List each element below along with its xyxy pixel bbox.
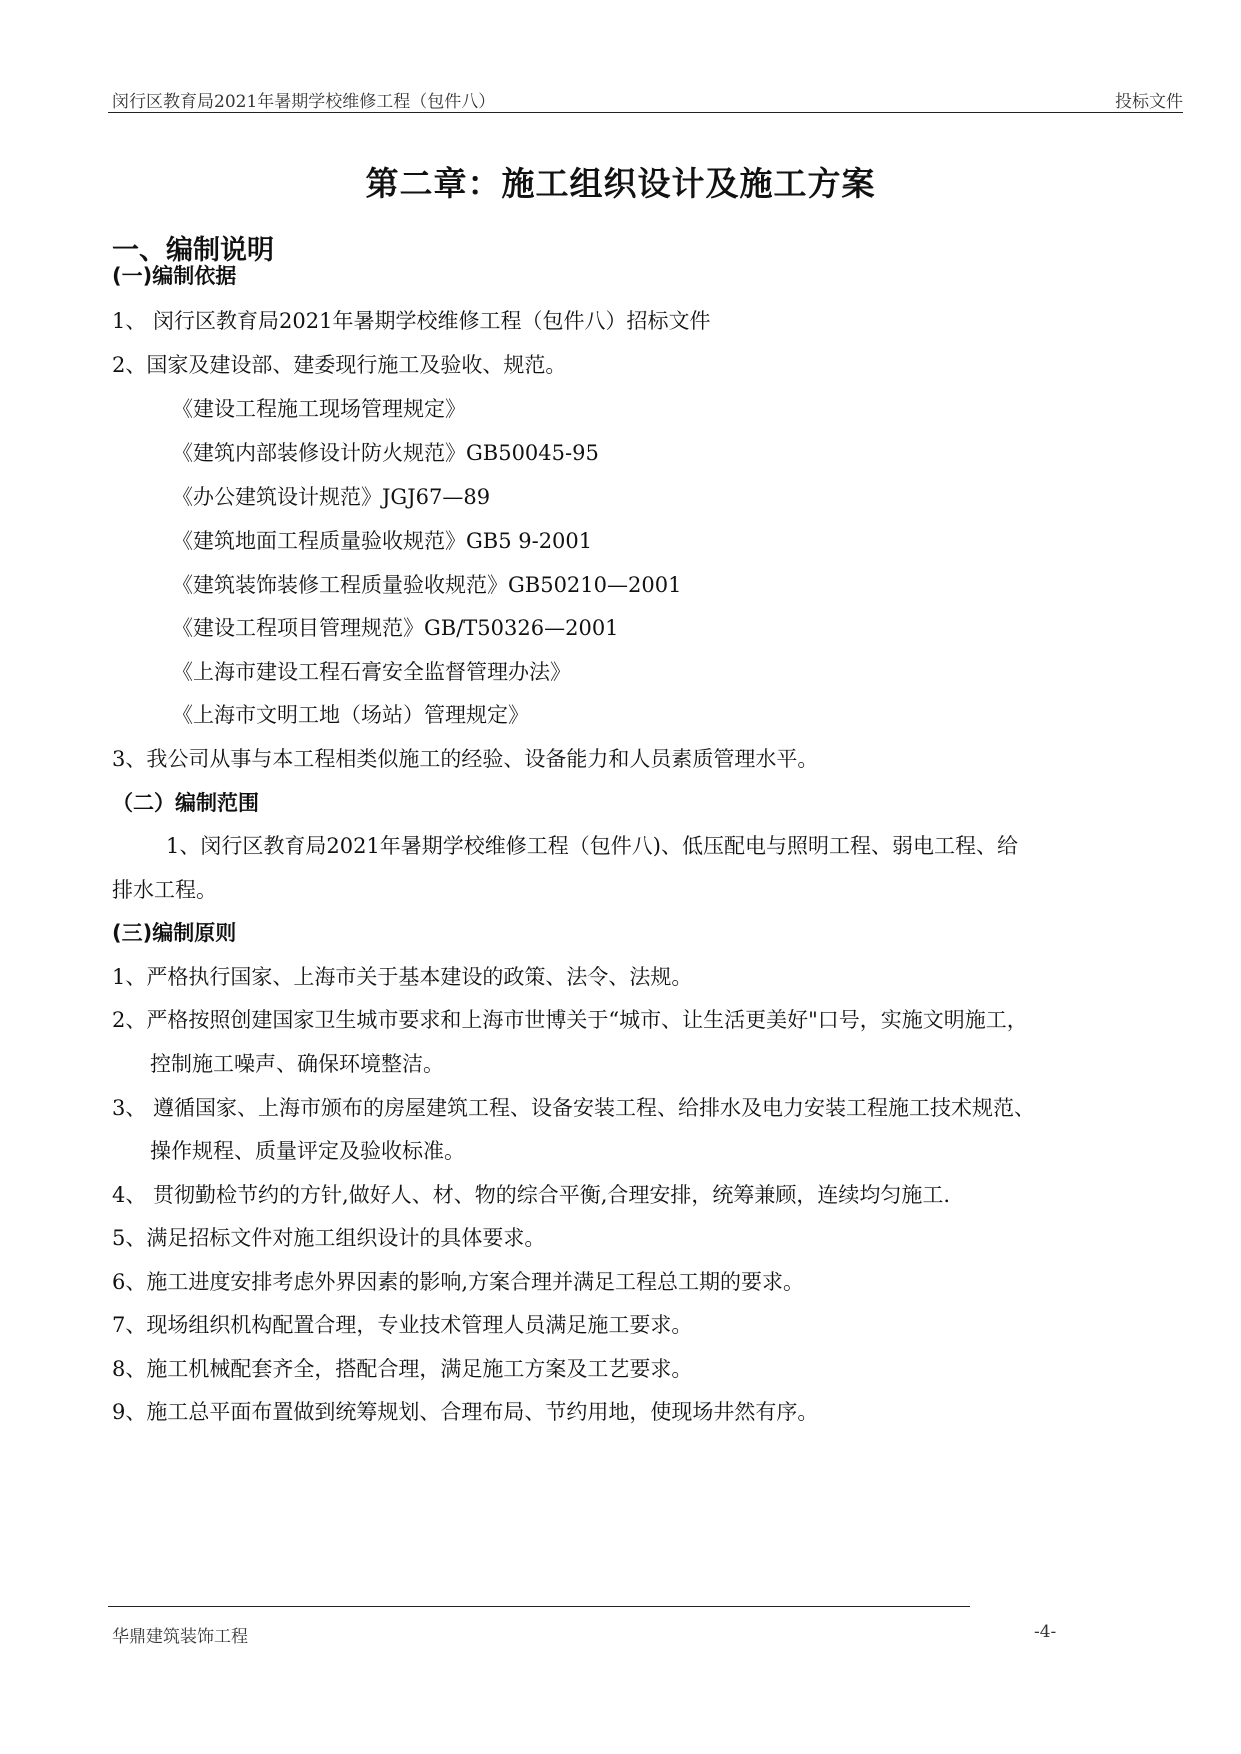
basis-reference: 《建筑内部装修设计防火规范》GB50045-95 [172,441,599,465]
header-document-type: 投标文件 [1115,92,1183,112]
basis-heading: (一)编制依据 [112,264,237,288]
principle-2-line-1: 2、严格按照创建国家卫生城市要求和上海市世博关于“城市、让生活更美好"口号，实施文明施工， [112,1008,1028,1032]
principle-7: 7、现场组织机构配置合理，专业技术管理人员满足施工要求。 [112,1313,693,1337]
principle-1: 1、严格执行国家、上海市关于基本建设的政策、法令、法规。 [112,965,693,989]
principle-2-line-2: 控制施工噪声、确保环境整洁。 [150,1052,444,1076]
scope-heading: （二）编制范围 [112,791,259,815]
header-document-title: 闵行区教育局2021年暑期学校维修工程（包件八） [112,92,496,112]
header-divider [108,112,1183,113]
principle-4: 4、 贯彻勤检节约的方针,做好人、材、物的综合平衡,合理安排，统筹兼顾，连续均匀施工. [112,1183,951,1207]
basis-item-3: 3、我公司从事与本工程相类似施工的经验、设备能力和人员素质管理水平。 [112,747,819,771]
basis-reference: 《建筑装饰装修工程质量验收规范》GB50210—2001 [172,573,682,597]
section-title: 一、编制说明 [112,235,274,266]
footer-divider [108,1606,970,1607]
scope-line-2: 排水工程。 [112,878,217,902]
basis-reference: 《上海市建设工程石膏安全监督管理办法》 [172,660,571,684]
principle-3-line-1: 3、 遵循国家、上海市颁布的房屋建筑工程、设备安装工程、给排水及电力安装工程施工技术规范、 [112,1096,1036,1120]
basis-reference: 《办公建筑设计规范》JGJ67—89 [172,485,491,509]
scope-line-1: 1、闵行区教育局2021年暑期学校维修工程（包件八)、低压配电与照明工程、弱电工程、给 [166,834,1018,858]
basis-item-2: 2、国家及建设部、建委现行施工及验收、规范。 [112,353,567,377]
footer-company-name: 华鼎建筑装饰工程 [112,1627,248,1647]
chapter-title: 第二章：施工组织设计及施工方案 [365,164,876,203]
basis-reference: 《建设工程施工现场管理规定》 [172,397,466,421]
principle-5: 5、满足招标文件对施工组织设计的具体要求。 [112,1226,546,1250]
principle-9: 9、施工总平面布置做到统筹规划、合理布局、节约用地，使现场井然有序。 [112,1400,819,1424]
basis-reference: 《建筑地面工程质量验收规范》GB5 9-2001 [172,529,593,553]
basis-reference: 《建设工程项目管理规范》GB/T50326—2001 [172,616,619,640]
principles-heading: (三)编制原则 [112,921,237,945]
page-number: -4- [1034,1622,1057,1642]
basis-item-1: 1、 闵行区教育局2021年暑期学校维修工程（包件八）招标文件 [112,309,711,333]
basis-reference: 《上海市文明工地（场站）管理规定》 [172,703,529,727]
principle-8: 8、施工机械配套齐全，搭配合理，满足施工方案及工艺要求。 [112,1357,693,1381]
principle-6: 6、施工进度安排考虑外界因素的影响,方案合理并满足工程总工期的要求。 [112,1270,805,1294]
principle-3-line-2: 操作规程、质量评定及验收标准。 [150,1139,465,1163]
